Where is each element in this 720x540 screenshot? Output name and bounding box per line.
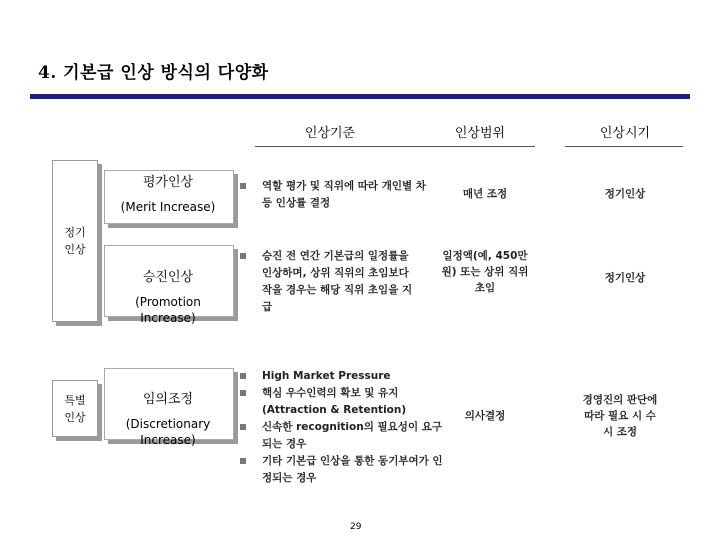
- timing-discretionary: 경영진의 판단에 따라 필요 시 수시 조정: [582, 394, 658, 438]
- group-special-label: 특별 인상: [64, 393, 86, 424]
- category-merit: [104, 175, 232, 215]
- group-regular-box: [52, 160, 98, 322]
- column-header-range: 인상범위: [454, 126, 506, 141]
- category-discretionary: [104, 376, 232, 448]
- criteria-list-merit: [240, 178, 435, 212]
- column-underline-range: [425, 146, 535, 147]
- category-discretionary-ko: 임의조정: [142, 392, 194, 407]
- category-merit-ko: 평가인상: [142, 175, 194, 190]
- group-regular-label: 정기 인상: [64, 226, 86, 256]
- criteria-list-discretionary: [240, 368, 450, 487]
- criteria-item: 역할 평가 및 직위에 따라 개인별 차등 인상률 결정: [240, 178, 435, 212]
- timing-merit: 정기인상: [604, 188, 646, 200]
- criteria-list-promotion: [240, 248, 420, 316]
- range-merit: 매년 조정: [462, 188, 508, 200]
- title-rule: [30, 94, 690, 99]
- range-discretionary: 의사결정: [464, 410, 506, 422]
- criteria-item: 핵심 우수인력의 확보 및 유지 (Attraction & Retention): [240, 385, 450, 419]
- page-number: 29: [350, 522, 362, 532]
- criteria-item: High Market Pressure: [240, 368, 450, 385]
- category-promotion-ko: 승진인상: [142, 270, 194, 285]
- category-merit-en: (Merit Increase): [120, 200, 216, 214]
- range-promotion: 일정액(예, 450만원) 또는 상위 직위 초임: [441, 250, 529, 294]
- page-title: 4. 기본급 인상 방식의 다양화: [38, 63, 269, 83]
- category-discretionary-en: (Discretionary Increase): [125, 417, 211, 447]
- category-promotion-en: (Promotion Increase): [135, 295, 201, 325]
- column-header-criteria: 인상기준: [304, 126, 356, 141]
- criteria-item: 승진 전 연간 기본급의 일정률을 인상하며, 상위 직위의 초임보다 작을 경우는 해당 직위 초임을 지급: [240, 248, 420, 316]
- column-underline-criteria: [255, 146, 437, 147]
- column-underline-timing: [565, 146, 683, 147]
- group-special-box: [52, 380, 98, 437]
- column-header-timing: 인상시기: [599, 126, 651, 141]
- criteria-item: 신속한 recognition의 필요성이 요구되는 경우: [240, 419, 450, 453]
- category-promotion: [104, 254, 232, 326]
- timing-promotion: 정기인상: [604, 272, 646, 284]
- criteria-item: 기타 기본급 인상을 통한 동기부여가 인정되는 경우: [240, 453, 450, 487]
